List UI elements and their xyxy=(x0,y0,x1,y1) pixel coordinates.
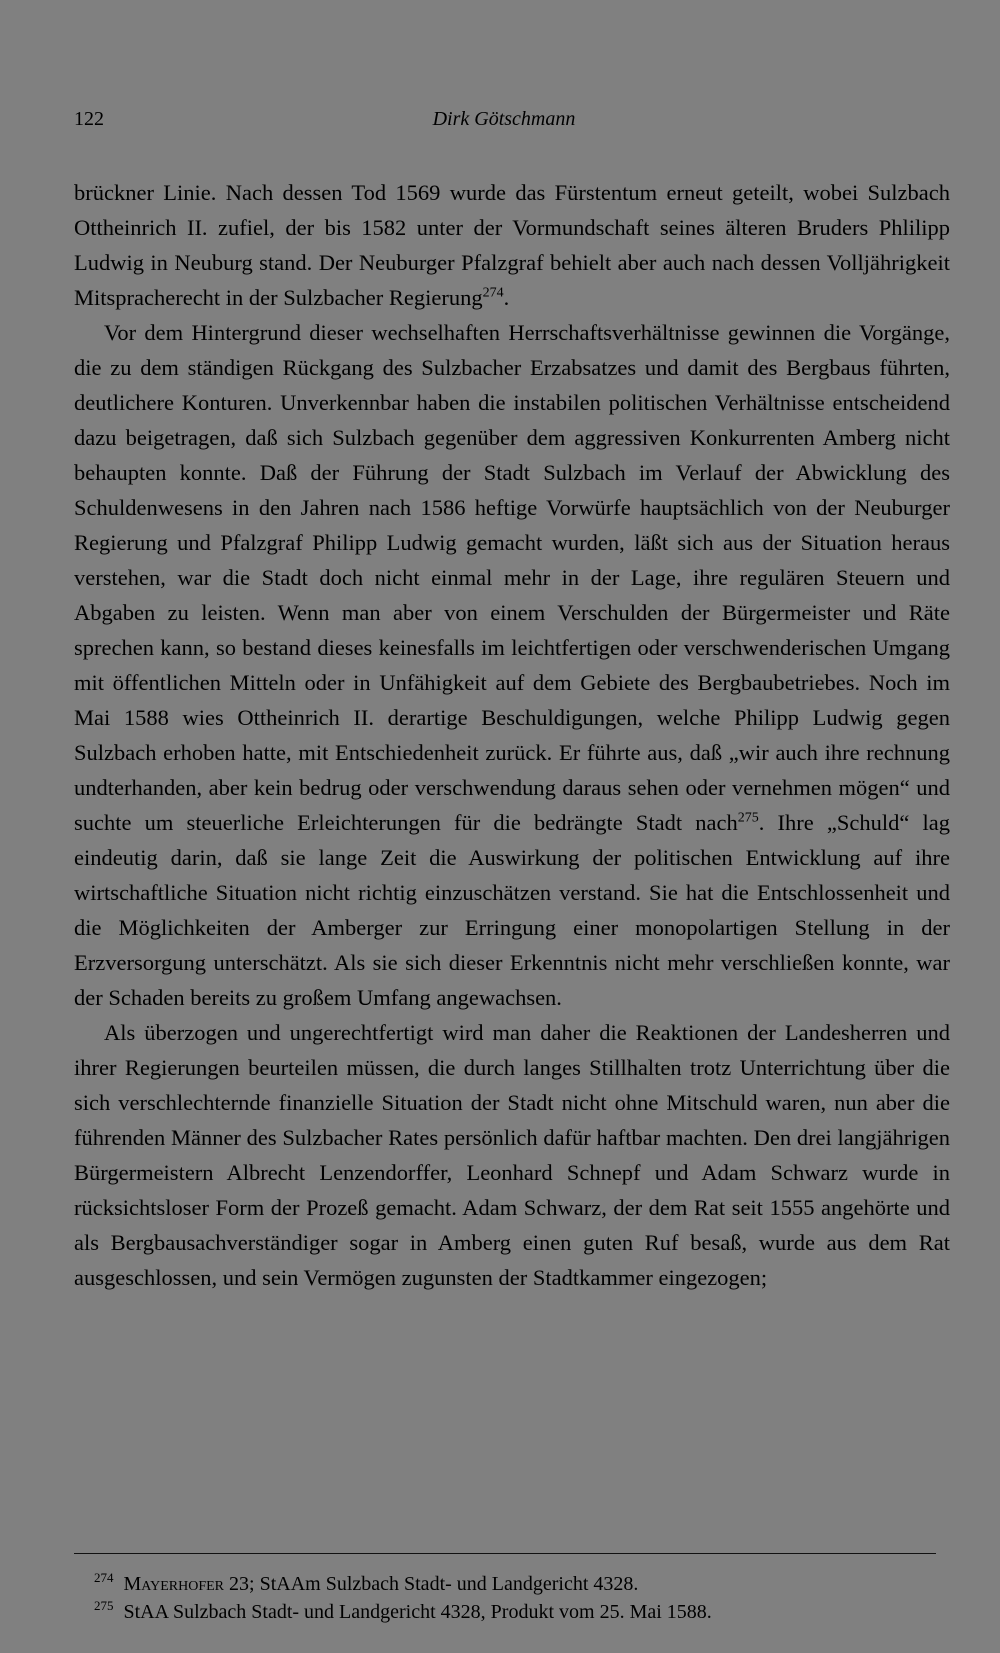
paragraph xyxy=(74,1015,950,1295)
paragraph-tail: . Ihre „Schuld“ lag eindeutig darin, daß sie lange Zeit die Auswirkung der politischen Entwicklung auf ihre wirtschaftliche Situation nicht richtig einzuschätzen verstand. Sie hat die Entschlossenheit und die Möglichkeiten der Amberger zur Erringung einer monopolartigen Stellung in der Erzversorgung unterschätzt. Als sie sich dieser Erkenntnis nicht mehr verschließen konnte, war der Schaden bereits zu großem Umfang angewachsen. xyxy=(74,810,950,1010)
footnote-reference[interactable]: 274 xyxy=(482,285,504,301)
paragraph-text: brückner Linie. Nach dessen Tod 1569 wurde das Fürstentum erneut geteilt, wobei Sulzbach Ottheinrich II. zufiel, der bis 1582 unter der Vormundschaft seines älteren Bruders Phlilipp Ludwig in Neuburg stand. Der Neuburger Pfalzgraf behielt aber auch nach dessen Volljährigkeit Mitspracherecht in der Sulzbacher Regierung xyxy=(74,180,950,310)
page-header xyxy=(74,108,934,138)
body-text xyxy=(74,175,950,1295)
paragraph-text: Vor dem Hintergrund dieser wechselhaften Herrschaftsverhältnisse gewinnen die Vorgänge, die zu dem ständigen Rückgang des Sulzbacher Erzabsatzes und damit des Bergbaus führten, deutlichere Konturen. Unverkennbar haben die instabilen politischen Verhältnisse entscheidend dazu beigetragen, daß sich Sulzbach gegenüber dem aggressiven Konkurrenten Amberg nicht behaupten konnte. Daß der Führung der Stadt Sulzbach im Verlauf der Abwicklung des Schuldenwesens in den Jahren nach 1586 heftige Vorwürfe hauptsächlich von der Neuburger Regierung und Pfalzgraf Philipp Ludwig gemacht wurden, läßt sich aus der Situation heraus verstehen, war die Stadt doch nicht einmal mehr in der Lage, ihre regulären Steuern und Abgaben zu leisten. Wenn man aber von einem Verschulden der Bürgermeister und Räte sprechen kann, so bestand dieses keinesfalls im leichtfertigen oder verschwenderischen Umgang mit öffentlichen Mitteln oder in Unfähigkeit auf dem Gebiete des Bergbaubetriebes. Noch im Mai 1588 wies Ottheinrich II. derartige Beschuldigungen, welche Philipp Ludwig gegen Sulzbach erhoben hatte, mit Entschiedenheit zurück. Er führte aus, daß „wir auch ihre rechnung undterhanden, aber kein bedrug oder verschwendung daraus sehen oder vernehmen mögen“ und suchte um steuerliche Erleichterungen für die bedrängte Stadt nach xyxy=(74,320,950,835)
footnote xyxy=(74,1570,950,1598)
paragraph-text: Als überzogen und ungerechtfertigt wird man daher die Reaktionen der Landesherren und ihrer Regierungen beurteilen müssen, die durch langes Stillhalten trotz Unterrichtung über die sich verschlechternde finanzielle Situation der Stadt nicht ohne Mitschuld waren, nun aber die führenden Männer des Sulzbacher Rates persönlich dafür haftbar machten. Den drei langjährigen Bürgermeistern Albrecht Lenzendorffer, Leonhard Schnepf und Adam Schwarz wurde in rücksichtsloser Form der Prozeß gemacht. Adam Schwarz, der dem Rat seit 1555 angehörte und als Bergbausachverständiger sogar in Amberg einen guten Ruf besaß, wurde aus dem Rat ausgeschlossen, und sein Vermögen zugunsten der Stadtkammer eingezogen; xyxy=(74,1020,950,1290)
footnote xyxy=(74,1598,950,1626)
footnote-reference[interactable]: 275 xyxy=(737,810,759,826)
paragraph xyxy=(74,175,950,315)
running-head: Dirk Götschmann xyxy=(432,108,576,130)
footnote-number: 275 xyxy=(94,1598,114,1614)
footnote-author: Mayerhofer xyxy=(123,1573,225,1595)
page-number: 122 xyxy=(74,108,104,130)
footnote-number: 274 xyxy=(94,1570,114,1586)
footnotes xyxy=(74,1570,950,1626)
footnote-divider xyxy=(74,1553,936,1554)
paragraph xyxy=(74,315,950,1015)
paragraph-tail: . xyxy=(503,285,510,310)
footnote-text: StAA Sulzbach Stadt- und Landgericht 4328, Produkt vom 25. Mai 1588. xyxy=(123,1601,712,1623)
footnote-text: 23; StAAm Sulzbach Stadt- und Landgericht 4328. xyxy=(224,1573,639,1595)
